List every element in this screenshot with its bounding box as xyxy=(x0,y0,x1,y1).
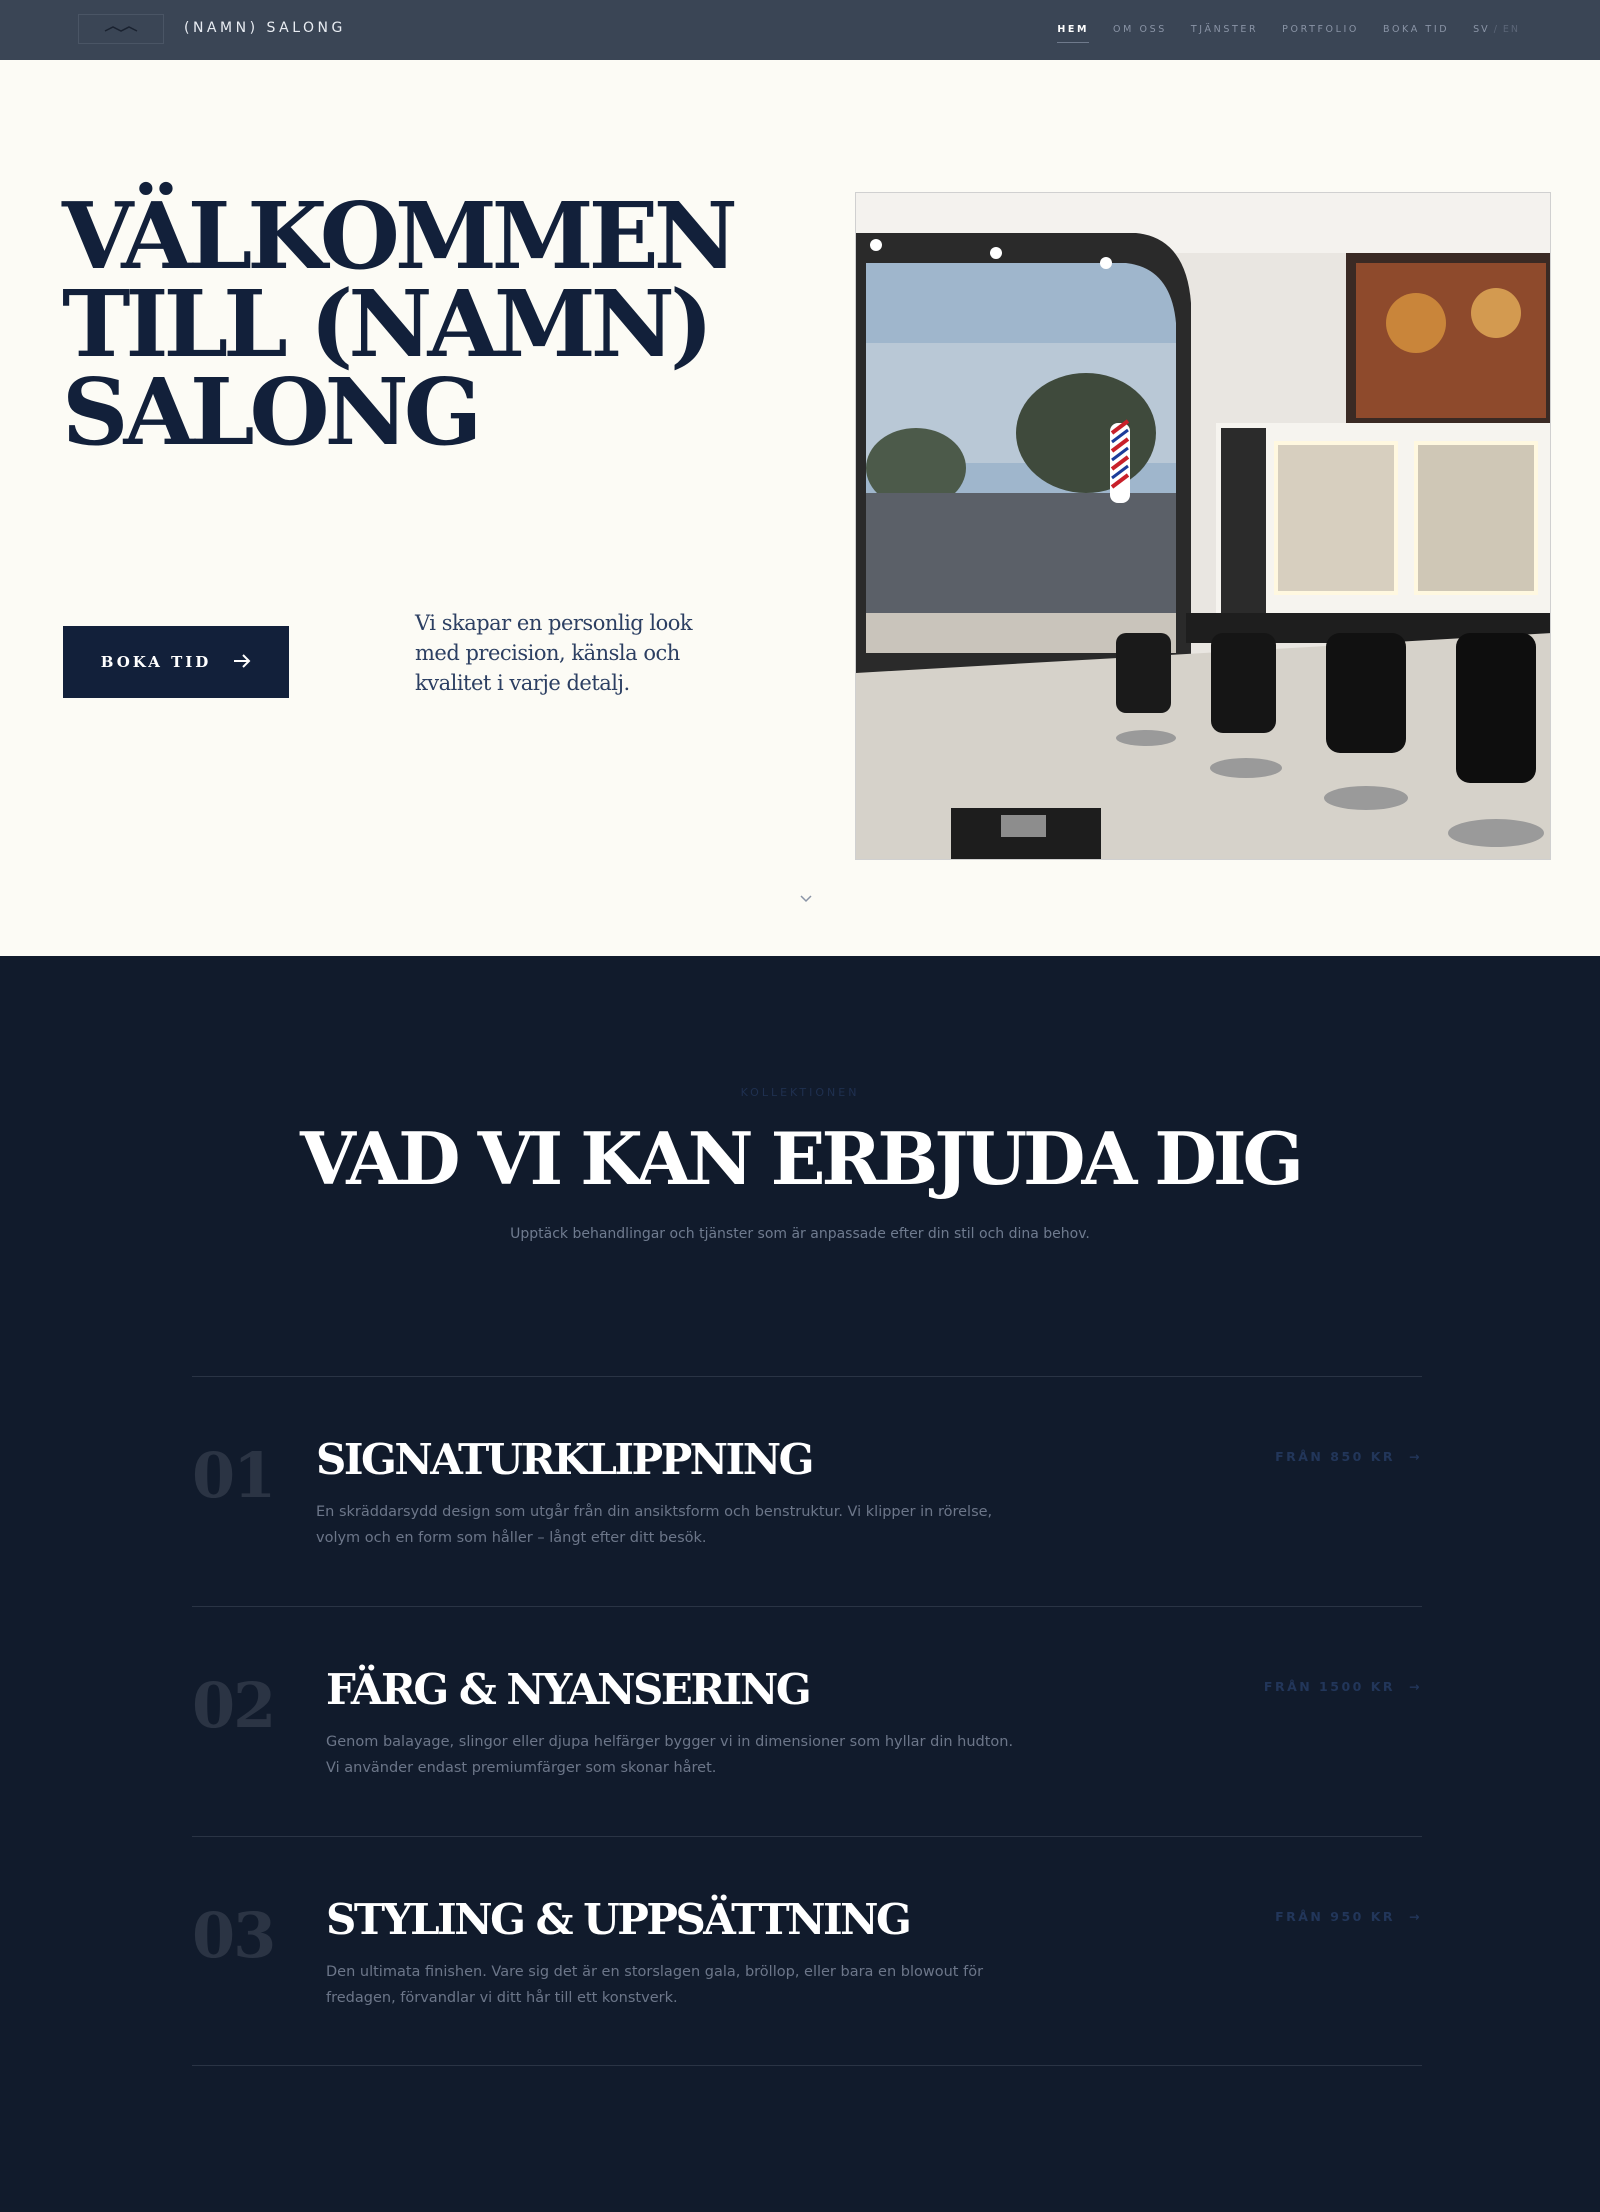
service-price-link[interactable] xyxy=(1275,1449,1422,1464)
service-title: FÄRG & NYANSERING xyxy=(326,1665,810,1714)
hero-subtitle: Vi skapar en personlig look med precision, känsla och kvalitet i varje detalj. xyxy=(415,611,693,695)
service-price: FRÅN 950 KR xyxy=(1275,1909,1396,1924)
service-price: FRÅN 850 KR xyxy=(1275,1449,1396,1464)
service-price-link[interactable] xyxy=(1264,1679,1422,1694)
logo[interactable] xyxy=(78,14,164,44)
service-number: 02 xyxy=(192,1669,275,1742)
nav-link-hem[interactable]: HEM xyxy=(1057,24,1090,35)
service-row xyxy=(192,1836,1422,2066)
service-description: En skräddarsydd design som utgår från din ansiktsform och benstruktur. Vi klipper in rörelse, volym och en form som håller – långt efter ditt besök. xyxy=(316,1504,993,1546)
services-subtitle: Upptäck behandlingar och tjänster som är anpassade efter din stil och dina behov. xyxy=(510,1226,1090,1242)
salon-interior-image xyxy=(855,192,1551,860)
hero-section xyxy=(0,60,1600,956)
service-row xyxy=(192,1376,1422,1606)
service-description: Genom balayage, slingor eller djupa helfärger bygger vi in dimensioner som hyllar din hudton. Vi använder endast premiumfärger som skonar håret. xyxy=(326,1734,1014,1776)
nav-link-portfolio[interactable]: PORTFOLIO xyxy=(1282,24,1360,35)
arrow-right-icon xyxy=(233,652,251,672)
services-section xyxy=(0,956,1600,2212)
chevron-down-icon[interactable] xyxy=(798,890,814,906)
nav-links xyxy=(1033,24,1520,35)
service-title: STYLING & UPPSÄTTNING xyxy=(326,1895,910,1944)
book-appointment-label: BOKA TID xyxy=(100,653,212,671)
service-row xyxy=(192,1606,1422,1836)
nav-link-boka-tid[interactable]: BOKA TID xyxy=(1383,24,1450,35)
barbershop-photo xyxy=(856,193,1551,860)
brand-name[interactable]: (NAMN) SALONG xyxy=(184,20,346,36)
service-number: 01 xyxy=(192,1439,275,1512)
hero-title: VÄLKOMMEN TILL (NAMN) SALONG xyxy=(62,182,733,466)
lang-sv[interactable]: SV xyxy=(1473,24,1490,35)
top-navigation xyxy=(0,0,1600,60)
nav-link-om-oss[interactable]: OM OSS xyxy=(1113,24,1167,35)
service-price: FRÅN 1500 KR xyxy=(1263,1679,1396,1694)
nav-link-tjanster[interactable]: TJÄNSTER xyxy=(1190,24,1259,35)
arrow-right-icon: → xyxy=(1409,1449,1422,1464)
lang-separator: / xyxy=(1493,24,1499,35)
logo-mark-icon xyxy=(101,22,141,36)
arrow-right-icon: → xyxy=(1409,1909,1422,1924)
book-appointment-button[interactable] xyxy=(63,626,289,698)
services-title: VAD VI KAN ERBJUDA DIG xyxy=(299,1116,1301,1201)
service-number: 03 xyxy=(192,1899,275,1972)
service-title: SIGNATURKLIPPNING xyxy=(316,1435,812,1484)
lang-en[interactable]: EN xyxy=(1502,24,1520,35)
service-description: Den ultimata finishen. Vare sig det är en storslagen gala, bröllop, eller bara en blowout för fredagen, förvandlar vi ditt hår till ett konstverk. xyxy=(326,1964,984,2006)
arrow-right-icon: → xyxy=(1409,1679,1422,1694)
service-price-link[interactable] xyxy=(1275,1909,1422,1924)
services-eyebrow: KOLLEKTIONEN xyxy=(740,1086,860,1099)
language-switcher xyxy=(1473,24,1520,35)
